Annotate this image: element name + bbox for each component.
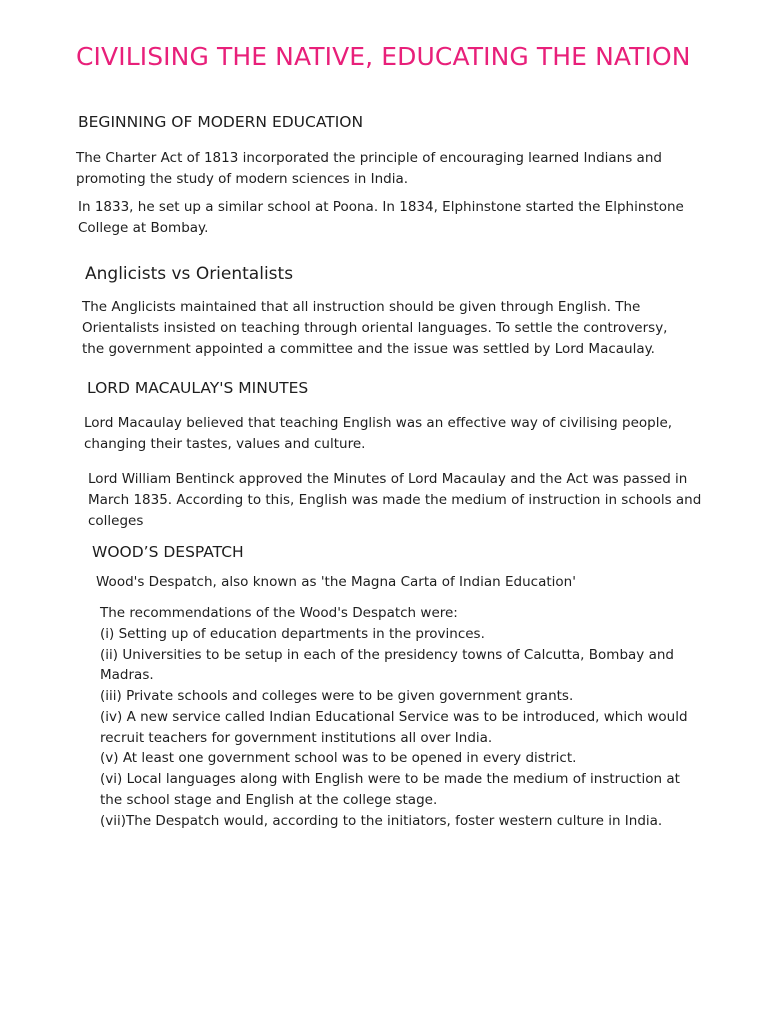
list-item: The recommendations of the Wood's Despatch were:	[100, 605, 458, 621]
list-item: Madras.	[100, 667, 154, 684]
paragraph-bentinck	[88, 469, 701, 532]
list-item: recruit teachers for government institutions all over India.	[100, 729, 493, 746]
text-line: Lord Macaulay believed that teaching English was an effective way of civilising people,	[84, 415, 673, 431]
paragraph-anglicists	[82, 297, 667, 360]
text-line: Orientalists insisted on teaching through oriental languages. To settle the controversy,	[82, 320, 668, 336]
list-woods-recommendations	[100, 603, 688, 831]
list-item: (v) At least one government school was to be opened in every district.	[100, 750, 577, 767]
list-item: (iv) A new service called Indian Educational Service was to be introduced, which would	[100, 708, 688, 725]
paragraph-poona-school	[78, 197, 684, 239]
text-line: the government appointed a committee and the issue was settled by Lord Macaulay.	[82, 341, 655, 357]
text-line: Lord William Bentinck approved the Minutes of Lord Macaulay and the Act was passed in	[88, 471, 688, 487]
section-heading-macaulay: LORD MACAULAY'S MINUTES	[87, 379, 309, 397]
paragraph-woods-intro	[96, 572, 576, 593]
section-heading-anglicists: Anglicists vs Orientalists	[85, 264, 294, 284]
text-line: The Charter Act of 1813 incorporated the principle of encouraging learned Indians and	[76, 150, 662, 166]
text-line: promoting the study of modern sciences in India.	[76, 171, 409, 187]
list-item: (vi) Local languages along with English were to be made the medium of instruction at	[100, 771, 680, 787]
text-line: colleges	[88, 513, 144, 529]
text-line: changing their tastes, values and culture.	[84, 436, 366, 452]
page-title: CIVILISING THE NATIVE, EDUCATING THE NATION	[76, 42, 691, 71]
text-line: College at Bombay.	[78, 220, 209, 236]
section-heading-woods-despatch: WOOD’S DESPATCH	[92, 543, 244, 561]
paragraph-macaulay-belief	[84, 413, 672, 455]
paragraph-charter-act	[76, 148, 662, 190]
list-item: (iii) Private schools and colleges were to be given government grants.	[100, 688, 574, 704]
text-line: March 1835. According to this, English was made the medium of instruction in schools and	[88, 492, 702, 508]
text-line: Wood's Despatch, also known as 'the Magna Carta of Indian Education'	[96, 574, 576, 590]
text-line: In 1833, he set up a similar school at Poona. In 1834, Elphinstone started the Elphinstone	[78, 199, 684, 215]
list-item: (vii)The Despatch would, according to the initiators, foster western culture in India.	[100, 812, 663, 829]
list-item: (i) Setting up of education departments in the provinces.	[100, 625, 485, 642]
section-heading-modern-education: BEGINNING OF MODERN EDUCATION	[78, 113, 364, 131]
list-item: (ii) Universities to be setup in each of the presidency towns of Calcutta, Bombay and	[100, 646, 674, 663]
text-line: The Anglicists maintained that all instruction should be given through English. The	[82, 299, 641, 315]
list-item: the school stage and English at the college stage.	[100, 791, 438, 808]
